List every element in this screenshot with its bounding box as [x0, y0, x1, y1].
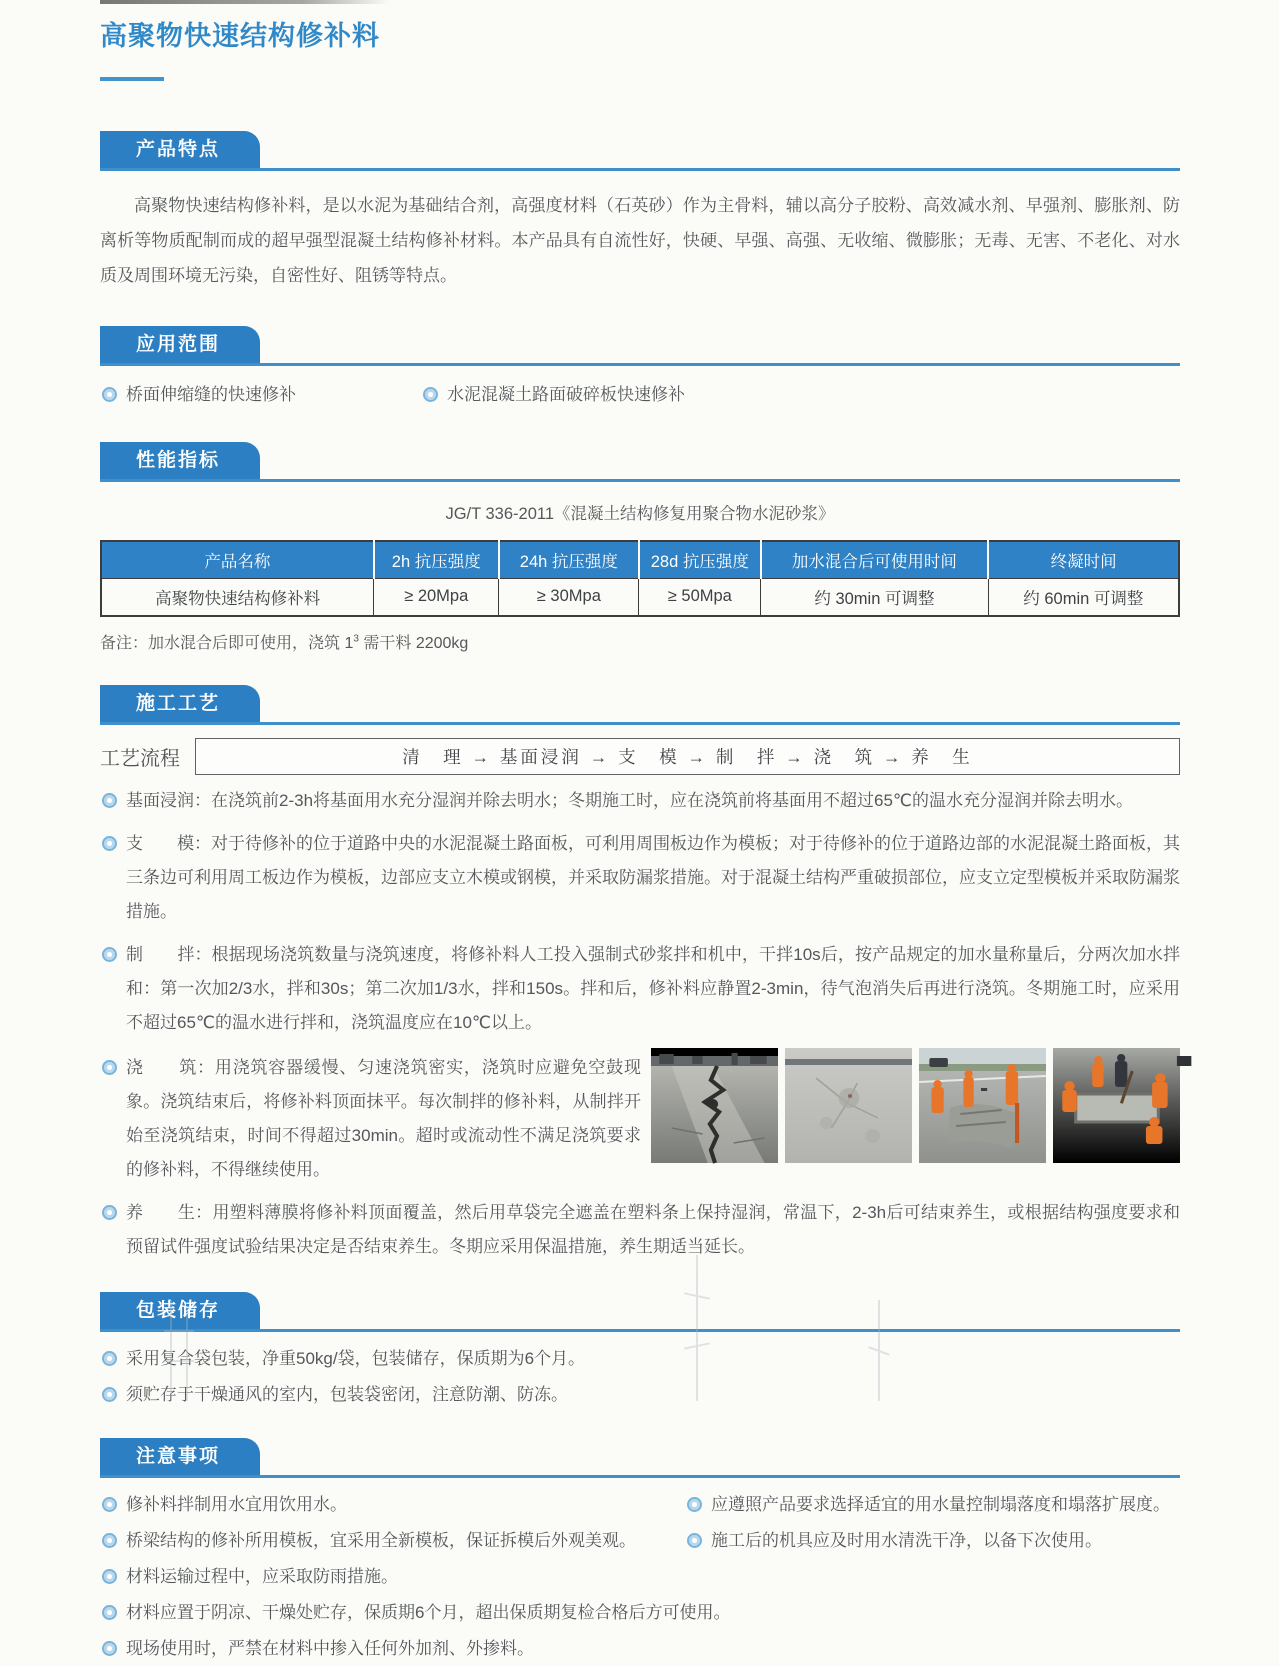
- column-header: 产品名称: [101, 541, 374, 579]
- notes-list: [100, 1488, 1180, 1666]
- notes-row: [100, 1524, 1180, 1558]
- note-text: 需干料 2200kg: [358, 634, 469, 652]
- section-heading-application: 应用范围: [100, 326, 260, 363]
- note-superscript: 3: [353, 633, 359, 645]
- column-header: 28d 抗压强度: [639, 541, 761, 579]
- ring-bullet-icon: [102, 387, 117, 402]
- note-text: 备注：加水混合后即可使用，浇筑 1: [100, 634, 354, 652]
- performance-table-header-row: [101, 541, 1179, 579]
- process-step-text: 基面浸润：在浇筑前2-3h将基面用水充分湿润并除去明水；冬期施工时，应在浇筑前将基面用不超过65℃的温水充分湿润并除去明水。: [126, 790, 1134, 810]
- application-item-label: 水泥混凝土路面破碎板快速修补: [447, 384, 685, 404]
- note-item: [100, 1632, 1180, 1666]
- process-photos: [651, 1048, 1180, 1187]
- table-cell: 约 60min 可调整: [988, 578, 1179, 616]
- section-application-rule: [100, 326, 1180, 366]
- ring-bullet-icon: [102, 836, 117, 851]
- process-step-text: 浇 筑：用浇筑容器缓慢、匀速浇筑密实，浇筑时应避免空鼓现象。浇筑结束后，将修补料顶面抹平。每次制拌的修补料，从制拌开始至浇筑结束，时间不得超过30min。超时或流动性不满足浇筑要求的修补料，不得继续使用。: [126, 1057, 641, 1179]
- performance-table: [100, 540, 1180, 617]
- damaged-concrete-surface-photo: [785, 1048, 912, 1163]
- note-item-text: 桥梁结构的修补所用模板，宜采用全新模板，保证拆模后外观美观。: [126, 1530, 636, 1550]
- section-heading-performance: 性能指标: [100, 442, 260, 479]
- note-item: [685, 1524, 1180, 1558]
- section-packaging: [100, 1292, 1180, 1412]
- table-cell: 约 30min 可调整: [761, 578, 988, 616]
- packaging-item-text: 须贮存于干燥通风的室内，包装袋密闭，注意防潮、防冻。: [126, 1384, 568, 1404]
- process-step-text: 支 模：对于待修补的位于道路中央的水泥混凝土路面板，可利用周围板边作为模板；对于待修补的位于道路边部的水泥混凝土路面板，其三条边可利用周工板边作为模板，边部应支立木模或钢模，并采取防漏浆措施。对于混凝土结构严重破损部位，应支立定型模板并采取防漏浆措施。: [126, 833, 1180, 921]
- note-item-text: 材料应置于阴凉、干燥处贮存，保质期6个月，超出保质期复检合格后方可使用。: [126, 1602, 731, 1622]
- section-notes-rule: [100, 1438, 1180, 1478]
- note-item: [100, 1560, 1180, 1594]
- section-features-rule: [100, 131, 1180, 171]
- ring-bullet-icon: [102, 1351, 117, 1366]
- workers-removing-concrete-photo: [919, 1048, 1046, 1163]
- section-heading-notes: 注意事项: [100, 1438, 260, 1475]
- note-item-text: 材料运输过程中，应采取防雨措施。: [126, 1566, 398, 1586]
- application-item-label: 桥面伸缩缝的快速修补: [126, 384, 296, 404]
- packaging-item: [100, 1378, 1180, 1412]
- ring-bullet-icon: [102, 1569, 117, 1584]
- note-item-text: 修补料拌制用水宜用饮用水。: [126, 1494, 347, 1514]
- ring-bullet-icon: [423, 387, 438, 402]
- column-header: 24h 抗压强度: [499, 541, 639, 579]
- table-cell: ≥ 50Mpa: [639, 578, 761, 616]
- column-header: 加水混合后可使用时间: [761, 541, 988, 579]
- process-flow-row: [100, 738, 1180, 775]
- table-cell: ≥ 30Mpa: [499, 578, 639, 616]
- packaging-items: [100, 1342, 1180, 1412]
- ring-bullet-icon: [102, 1605, 117, 1620]
- section-heading-packaging: 包装储存: [100, 1292, 260, 1329]
- workers-repairing-patch-photo: [1053, 1048, 1180, 1163]
- section-notes: [100, 1438, 1180, 1666]
- process-step-text: 制 拌：根据现场浇筑数量与浇筑速度，将修补料人工投入强制式砂浆拌和机中，干拌10s后，按产品规定的加水量称量后，分两次加水拌和：第一次加2/3水，拌和30s；第二次加1/3水，拌和150s。拌和后，修补料应静置2-3min，待气泡消失后再进行浇筑。冬期施工时，应采用不超过65℃的温水进行拌和，浇筑温度应在10℃以上。: [126, 944, 1180, 1032]
- section-heading-process: 施工工艺: [100, 685, 260, 722]
- standard-reference: JG/T 336-2011《混凝土结构修复用聚合物水泥砂浆》: [445, 504, 835, 523]
- flow-sequence: 清 理 → 基面浸润 → 支 模 → 制 拌 → 浇 筑 → 养 生: [195, 738, 1180, 775]
- notes-row: [100, 1596, 1180, 1630]
- note-item: [685, 1488, 1180, 1522]
- application-item: [100, 378, 421, 412]
- table-row: [101, 578, 1179, 616]
- ring-bullet-icon: [102, 1497, 117, 1512]
- notes-row: [100, 1560, 1180, 1594]
- table-cell: ≥ 20Mpa: [374, 578, 499, 616]
- table-cell-product-name: 高聚物快速结构修补料: [101, 578, 374, 616]
- column-header: 终凝时间: [988, 541, 1179, 579]
- ring-bullet-icon: [102, 1533, 117, 1548]
- notes-row: [100, 1488, 1180, 1522]
- process-step: [100, 1196, 1180, 1264]
- section-process: [100, 685, 1180, 1264]
- features-paragraph: 高聚物快速结构修补料，是以水泥为基础结合剂，高强度材料（石英砂）作为主骨料，辅以高分子胶粉、高效减水剂、早强剂、膨胀剂、防离析等物质配制而成的超早强型混凝土结构修补材料。本产品具有自流性好，快硬、早强、高强、无收缩、微膨胀；无毒、无害、不老化、对水质及周围环境无污染，自密性好、阻锈等特点。: [100, 196, 1180, 285]
- section-performance: [100, 442, 1180, 653]
- section-process-rule: [100, 685, 1180, 725]
- note-item-text: 应遵照产品要求选择适宜的用水量控制塌落度和塌落扩展度。: [711, 1494, 1170, 1514]
- packaging-item-text: 采用复合袋包装，净重50kg/袋，包装储存，保质期为6个月。: [126, 1348, 586, 1368]
- column-header: 2h 抗压强度: [374, 541, 499, 579]
- flow-label: 工艺流程: [100, 747, 180, 770]
- section-features: [100, 131, 1180, 294]
- process-step-with-photos: [100, 1042, 1180, 1187]
- ring-bullet-icon: [102, 1205, 117, 1220]
- note-item-text: 施工后的机具应及时用水清洗干净，以备下次使用。: [711, 1530, 1102, 1550]
- ring-bullet-icon: [102, 793, 117, 808]
- packaging-item: [100, 1342, 1180, 1376]
- section-application: [100, 326, 1180, 412]
- performance-note: [100, 630, 1180, 653]
- process-step: [100, 784, 1180, 818]
- section-heading-features: 产品特点: [100, 131, 260, 168]
- application-item: [421, 378, 685, 412]
- process-step: [100, 938, 1180, 1040]
- process-step-text: 养 生：用塑料薄膜将修补料顶面覆盖，然后用草袋完全遮盖在塑料条上保持湿润，常温下，2-3h后可结束养生，或根据结构强度要求和预留试件强度试验结果决定是否结束养生。冬期应采用保温措施，养生期适当延长。: [126, 1202, 1180, 1256]
- cracked-pavement-photo: [651, 1048, 778, 1163]
- application-items: [100, 378, 1180, 412]
- ring-bullet-icon: [102, 947, 117, 962]
- ring-bullet-icon: [102, 1387, 117, 1402]
- page-title: 高聚物快速结构修补料: [100, 21, 380, 51]
- note-item-text: 现场使用时，严禁在材料中掺入任何外加剂、外掺料。: [126, 1638, 534, 1658]
- section-packaging-rule: [100, 1292, 1180, 1332]
- section-performance-rule: [100, 442, 1180, 482]
- notes-row: [100, 1632, 1180, 1666]
- ring-bullet-icon: [102, 1060, 117, 1075]
- ring-bullet-icon: [102, 1641, 117, 1656]
- process-step: [100, 827, 1180, 929]
- title-underline: [100, 77, 164, 81]
- ring-bullet-icon: [687, 1497, 702, 1512]
- ring-bullet-icon: [687, 1533, 702, 1548]
- note-item: [100, 1596, 1180, 1630]
- process-step: [100, 1051, 641, 1187]
